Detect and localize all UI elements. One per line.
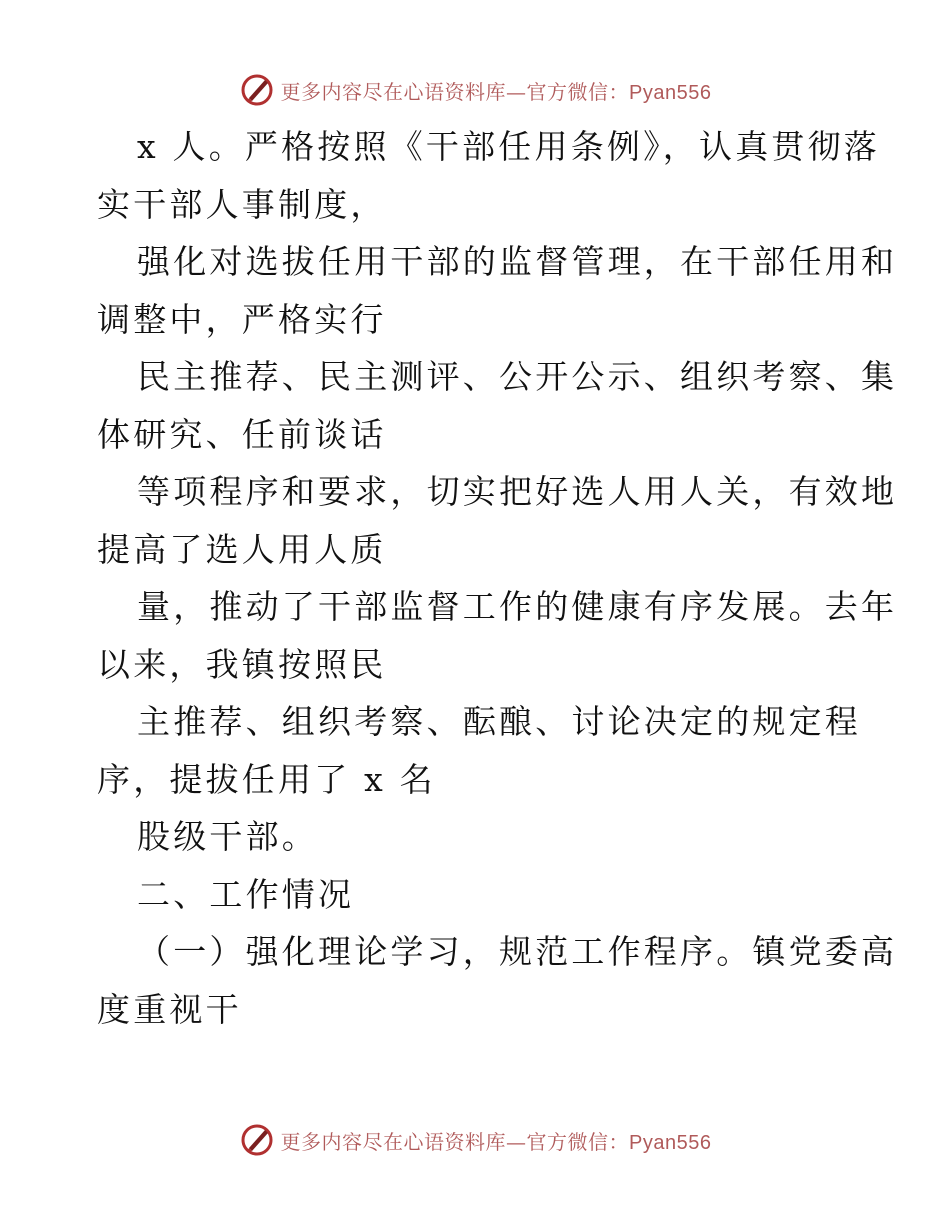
text-line: 强化对选拔任用干部的监督管理，在干部任用和: [137, 242, 898, 281]
text-line: 实干部人事制度，: [97, 184, 387, 224]
text-line: x 人。严格按照《干部任用条例》，认真贯彻落: [137, 127, 881, 166]
watermark-text: 更多内容尽在心语资料库—官方微信：Pyan556: [280, 1129, 712, 1154]
text-line: 以来，我镇按照民: [97, 644, 387, 684]
text-line: 主推荐、组织考察、酝酿、讨论决定的规定程: [137, 702, 861, 741]
text-line: 度重视干: [97, 989, 242, 1029]
watermark-text: 更多内容尽在心语资料库—官方微信：Pyan556: [280, 79, 712, 104]
document-body: [97, 118, 898, 1038]
section-heading: 二、工作情况: [137, 874, 355, 914]
text-line: （一）强化理论学习，规范工作程序。镇党委高: [137, 932, 898, 971]
red-circle-pen-logo-icon: [239, 72, 275, 108]
text-line: 序，提拔任用了 x 名: [97, 759, 436, 799]
header-watermark: [0, 70, 950, 110]
text-line: 民主推荐、民主测评、公开公示、组织考察、集: [137, 357, 898, 396]
text-line: 量，推动了干部监督工作的健康有序发展。去年: [137, 587, 898, 626]
footer-watermark: [0, 1120, 950, 1160]
text-line: 等项程序和要求，切实把好选人用人关，有效地: [137, 472, 898, 511]
text-line: 股级干部。: [137, 817, 318, 856]
text-line: 体研究、任前谈话: [97, 414, 387, 454]
red-circle-pen-logo-icon: [239, 1122, 275, 1158]
text-line: 提高了选人用人质: [97, 529, 387, 569]
text-line: 调整中，严格实行: [97, 299, 387, 339]
